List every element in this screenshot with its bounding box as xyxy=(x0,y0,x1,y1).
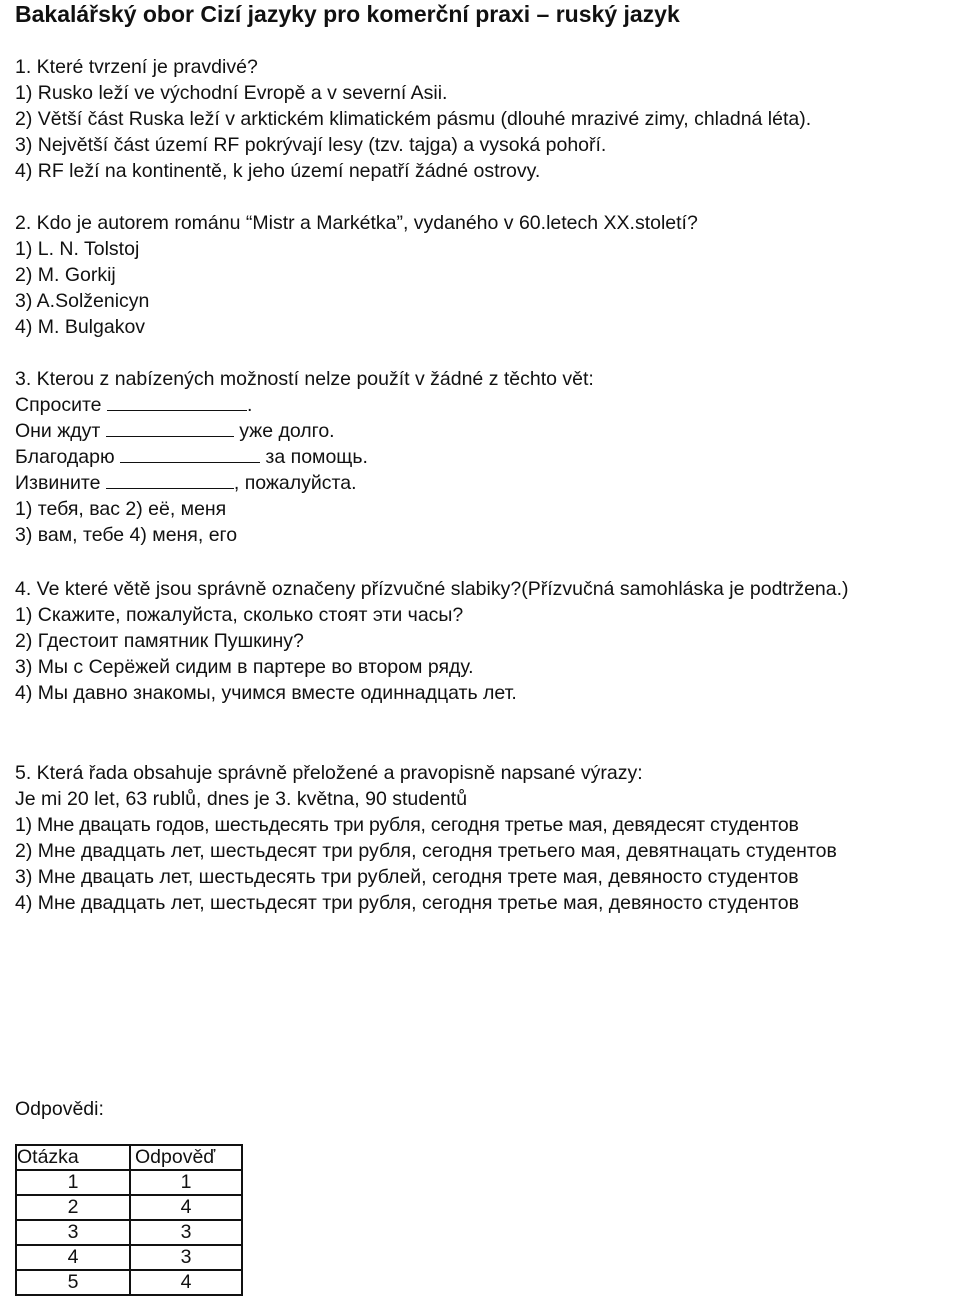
answer-option: 1) Мне двацать годов, шестьдесять три рубля, сегодня третье мая, девядесят студентов xyxy=(15,814,799,836)
answer-option: 1) Rusko leží ve východní Evropě a v severní Asii. xyxy=(15,82,448,104)
sentence-start: Извините xyxy=(15,472,106,494)
answer-option: 3) Мы с Серёжей сидим в партере во втором ряду. xyxy=(15,656,474,678)
answer-option: 1) Скажите, пожалуйста, сколько стоят эти часы? xyxy=(15,604,464,626)
table-row xyxy=(16,1245,242,1270)
table-cell: 2 xyxy=(16,1195,130,1220)
question-text: 2. Kdo je autorem románu “Mistr a Markétka”, vydaného v 60.letech XX.století? xyxy=(15,212,698,234)
answer-option: 4) RF leží na kontinentě, k jeho území nepatří žádné ostrovy. xyxy=(15,160,541,182)
sentence-start: Благодарю xyxy=(15,446,121,468)
table-cell: 1 xyxy=(16,1170,130,1195)
table-cell: 3 xyxy=(130,1220,242,1245)
table-row xyxy=(16,1270,242,1295)
fill-in-sentence xyxy=(15,470,594,496)
blank-line xyxy=(106,418,234,437)
answers-label: Odpovědi: xyxy=(15,1098,104,1120)
table-cell: 3 xyxy=(130,1245,242,1270)
question-3 xyxy=(15,366,594,548)
question-5 xyxy=(15,760,895,916)
question-prompt: Je mi 20 let, 63 rublů, dnes je 3. května, 90 studentů xyxy=(15,788,468,810)
sentence-start: Они ждут xyxy=(15,420,106,442)
question-text: 4. Ve které větě jsou správně označeny přízvučné slabiky?(Přízvučná samohláska je podtržena.) xyxy=(15,578,849,600)
question-text: 5. Která řada obsahuje správně přeložené a pravopisně napsané výrazy: xyxy=(15,762,643,784)
fill-in-sentence xyxy=(15,444,594,470)
fill-in-sentence xyxy=(15,392,594,418)
answer-option: 2) Větší část Ruska leží v arktickém klimatickém pásmu (dlouhé mrazivé zimy, chladná léta). xyxy=(15,108,812,130)
blank-line xyxy=(106,470,234,489)
answer-option: 2) Мне двадцать лет, шестьдесят три рубля, сегодня третьего мая, девятнацать студентов xyxy=(15,840,837,862)
answer-option: 2) Гдестоит памятник Пушкину? xyxy=(15,630,304,652)
document-title: Bakalářský obor Cizí jazyky pro komerční praxi – ruský jazyk xyxy=(15,1,680,27)
answer-option: 2) M. Gorkij xyxy=(15,264,116,286)
table-row xyxy=(16,1220,242,1245)
table-cell: 4 xyxy=(130,1270,242,1295)
table-cell: 4 xyxy=(16,1245,130,1270)
sentence-end: за помощь. xyxy=(260,446,368,468)
sentence-end: , пожалуйста. xyxy=(233,472,357,494)
answer-option: 3) Největší část území RF pokrývají lesy (tzv. tajga) a vysoká pohoří. xyxy=(15,134,607,156)
blank-line xyxy=(120,444,260,463)
sentence-end: уже долго. xyxy=(233,420,335,442)
answer-option: 4) Мы давно знакомы, учимся вместе одиннадцать лет. xyxy=(15,682,517,704)
sentence-start: Спросите xyxy=(15,394,107,416)
table-cell: 5 xyxy=(16,1270,130,1295)
question-text: 1. Které tvrzení je pravdivé? xyxy=(15,56,258,78)
answer-option: 4) M. Bulgakov xyxy=(15,316,146,338)
table-header-row xyxy=(16,1145,242,1170)
sentence-end: . xyxy=(246,394,253,416)
question-text: 3. Kterou z nabízených možností nelze použít v žádné z těchto vět: xyxy=(15,368,594,390)
answer-option: 3) A.Solženicyn xyxy=(15,290,150,312)
table-row xyxy=(16,1195,242,1220)
question-1 xyxy=(15,54,811,184)
table-cell: 3 xyxy=(16,1220,130,1245)
question-2 xyxy=(15,210,698,340)
answer-option: 3) Мне двацать лет, шестьдесять три рублей, сегодня трете мая, девяносто студентов xyxy=(15,866,799,888)
answer-option: 4) Мне двадцать лет, шестьдесят три рубля, сегодня третье мая, девяносто студентов xyxy=(15,892,799,914)
fill-in-sentence xyxy=(15,418,594,444)
table-cell: 1 xyxy=(130,1170,242,1195)
table-cell: 4 xyxy=(130,1195,242,1220)
question-4 xyxy=(15,576,955,706)
answer-option: 1) тебя, вас 2) её, меня xyxy=(15,498,227,520)
column-header: Otázka xyxy=(16,1145,130,1170)
answer-option: 3) вам, тебе 4) меня, его xyxy=(15,524,238,546)
table-row xyxy=(16,1170,242,1195)
blank-line xyxy=(107,392,247,411)
answers-table xyxy=(15,1144,243,1296)
column-header: Odpověď xyxy=(130,1145,242,1170)
answer-option: 1) L. N. Tolstoj xyxy=(15,238,140,260)
